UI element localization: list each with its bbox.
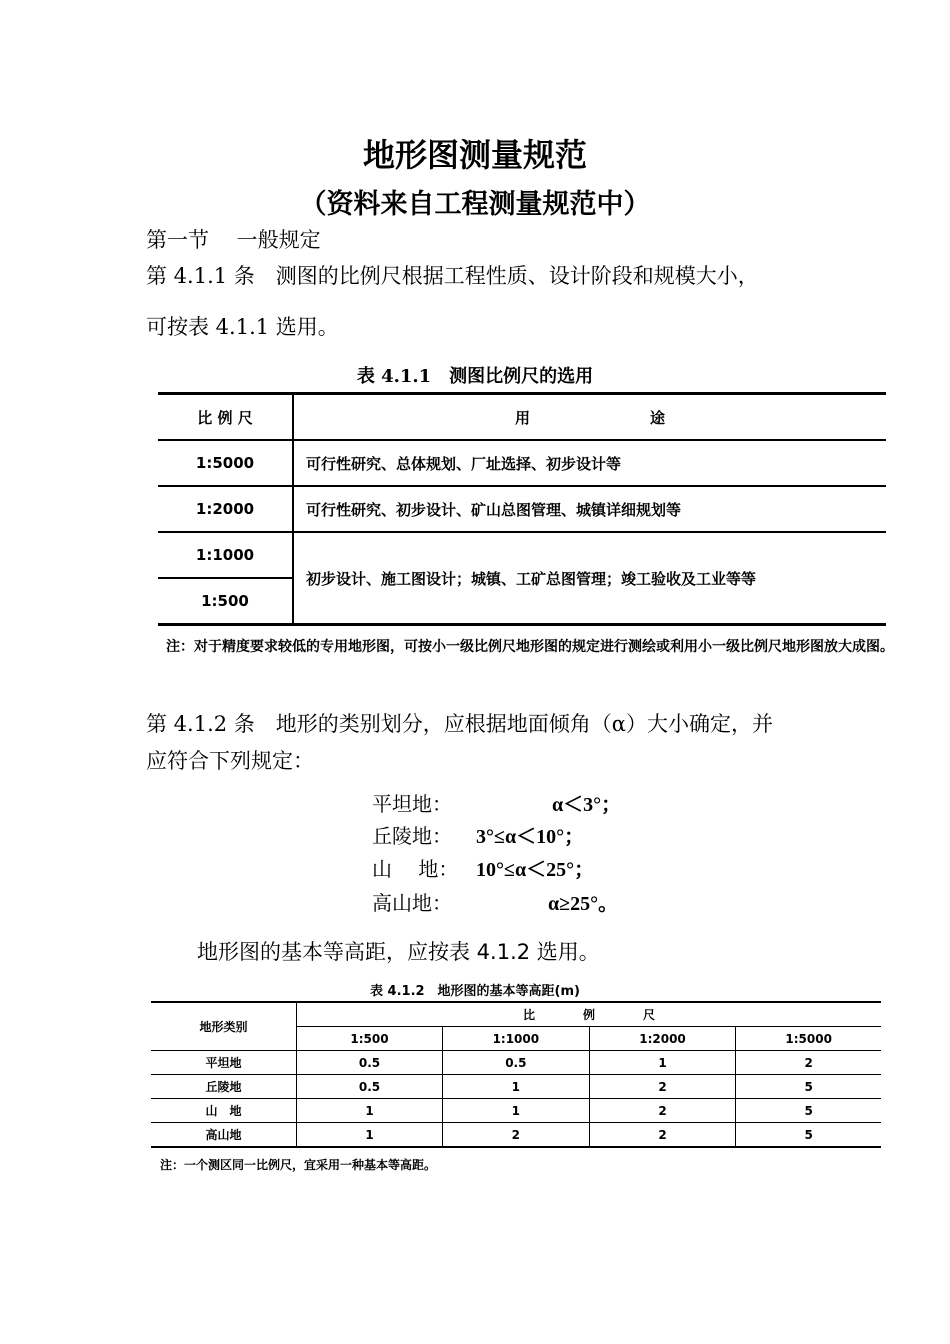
section-heading: 第一节 一般规定 [146,228,321,252]
table-header-cell: 1:5000 [736,1027,881,1051]
terrain-rule-expr: α≥25°。 [548,893,619,915]
clause-4-1-1-line2: 可按表 4.1.1 选用。 [146,315,339,339]
terrain-rule-expr: 3°≤α＜10°； [476,826,585,848]
table-cell: 1 [443,1075,590,1099]
terrain-rule [372,820,584,849]
table-row [151,1075,881,1099]
table-row [151,1123,881,1148]
table-header-cell: 1:1000 [443,1027,590,1051]
terrain-rule [372,853,594,882]
table-cell: 可行性研究、总体规划、厂址选择、初步设计等 [293,440,886,486]
table-cell: 1:5000 [158,440,293,486]
table1-caption: 表 4.1.1 测图比例尺的选用 [356,366,594,387]
table-cell: 1:1000 [158,532,293,578]
table-cell: 1 [297,1099,443,1123]
table-cell: 山 地 [151,1099,297,1123]
table-header-cell: 用 途 [293,394,886,441]
clause-4-1-2-line2: 应符合下列规定： [146,749,314,773]
table-cell: 1:2000 [158,486,293,532]
table-cell: 2 [589,1123,736,1148]
terrain-rule-expr: 10°≤α＜25°； [476,859,595,881]
table-cell: 可行性研究、初步设计、矿山总图管理、城镇详细规划等 [293,486,886,532]
table-header-cell: 比 例 尺 [297,1002,882,1027]
table2-intro: 地形图的基本等高距，应按表 4.1.2 选用。 [197,940,600,964]
table-cell: 2 [443,1123,590,1148]
table-header-row [151,1002,881,1027]
table-cell: 平坦地 [151,1051,297,1075]
table-cell: 5 [736,1099,881,1123]
table-cell: 丘陵地 [151,1075,297,1099]
table-row [158,486,886,532]
table-header-cell: 1:2000 [589,1027,736,1051]
table-cell: 初步设计、施工图设计；城镇、工矿总图管理；竣工验收及工业等等 [293,532,886,625]
scale-selection-table [158,392,886,626]
table-cell: 2 [589,1075,736,1099]
table-cell: 5 [736,1123,881,1148]
terrain-rule [372,887,618,916]
table-cell: 1:500 [158,578,293,625]
table-header-cell: 1:500 [297,1027,443,1051]
table-row [158,440,886,486]
table-cell: 2 [589,1099,736,1123]
table-cell: 高山地 [151,1123,297,1148]
terrain-rule-label: 高山地： [372,891,452,915]
terrain-rule-expr: α＜3°； [552,794,622,816]
table-cell: 1 [443,1099,590,1123]
table-row [158,532,886,578]
table-row [151,1051,881,1075]
table-cell: 1 [297,1123,443,1148]
clause-4-1-1-line1: 第 4.1.1 条 测图的比例尺根据工程性质、设计阶段和规模大小， [146,264,759,288]
table-cell: 1 [589,1051,736,1075]
table-cell: 2 [736,1051,881,1075]
table-cell: 0.5 [297,1075,443,1099]
page-title: 地形图测量规范 [362,136,587,174]
table-row [151,1099,881,1123]
table-cell: 0.5 [297,1051,443,1075]
contour-interval-table [151,1001,881,1148]
terrain-rule-label: 丘陵地： [372,824,452,848]
table-header-cell: 地形类别 [151,1002,297,1051]
terrain-rule [372,788,621,817]
table-header-row [158,394,886,441]
table-cell: 0.5 [443,1051,590,1075]
table-cell: 5 [736,1075,881,1099]
page-subtitle: （资料来自工程测量规范中） [299,189,651,220]
table2-note: 注：一个测区同一比例尺，宜采用一种基本等高距。 [160,1158,437,1172]
table2-caption: 表 4.1.2 地形图的基本等高距(m) [370,984,580,999]
terrain-rule-label: 平坦地： [372,792,452,816]
table1-note: 注：对于精度要求较低的专用地形图，可按小一级比例尺地形图的规定进行测绘或利用小一级比例尺地形图放大成图。 [166,639,894,655]
table-header-cell: 比 例 尺 [158,394,293,441]
clause-4-1-2-line1: 第 4.1.2 条 地形的类别划分，应根据地面倾角（α）大小确定，并 [146,712,773,736]
terrain-rule-label: 山 地： [372,857,459,881]
